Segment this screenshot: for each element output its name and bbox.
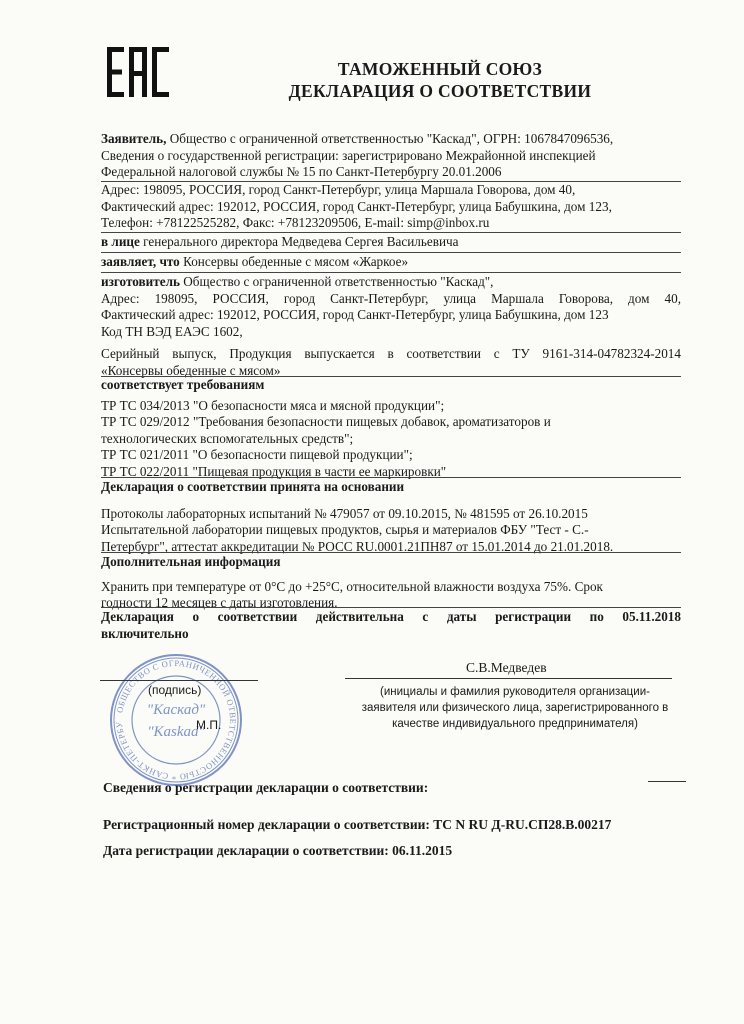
manufacturer-line1: Общество с ограниченной ответственностью "Каскад", [179, 274, 494, 289]
requirement-034: ТР ТС 034/2013 "О безопасности мяса и мясной продукции"; [101, 397, 445, 413]
stamp-center-ru: "Каскад" [146, 702, 206, 718]
person-text: генерального директора Медведева Сергея Васильевича [139, 234, 459, 249]
applicant-line2: Сведения о государственной регистрации: зарегистрировано Межрайонной инспекцией [101, 147, 596, 163]
declares-line [101, 254, 681, 271]
applicant-contacts: Телефон: +78122525282, Факс: +78123209506, E-mail: simp@inbox.ru [101, 215, 490, 231]
manufacturer-line5: Серийный выпуск, Продукция выпускается в соответствии с ТУ 9161-314-04782324-2014 [101, 346, 681, 362]
manufacturer-line3: Фактический адрес: 192012, РОССИЯ, город Санкт-Петербург, улица Бабушкина, дом 123 [101, 307, 609, 323]
registration-number: Регистрационный номер декларации о соответствии: ТС N RU Д-RU.СП28.В.00217 [103, 817, 612, 832]
applicant-block [101, 131, 681, 181]
name-line [345, 678, 672, 679]
registration-heading: Сведения о регистрации декларации о соответствии: [103, 780, 429, 795]
applicant-actual-address: Фактический адрес: 192012, РОССИЯ, город Санкт-Петербург, улица Бабушкина, дом 123, [101, 198, 612, 214]
caption-line1: (инициалы и фамилия руководителя организации- [380, 686, 650, 698]
caption-line3: качестве индивидуального предпринимателя) [392, 718, 638, 730]
signatory-caption [345, 684, 685, 732]
svg-text:ОБЩЕСТВО С ОГРАНИЧЕННОЙ ОТВЕТС: ОБЩЕСТВО С ОГРАНИЧЕННОЙ ОТВЕТСТВЕННОСТЬЮ * САНКТ-ПЕТЕРБУ [113, 657, 239, 783]
additional-line2: годности 12 месяцев с даты изготовления. [101, 595, 338, 611]
additional-label: Дополнительная информация [101, 554, 281, 569]
divider [101, 552, 681, 553]
applicant-address: Адрес: 198095, РОССИЯ, город Санкт-Петербург, улица Маршала Говорова, дом 40, [101, 182, 576, 197]
title-union: ТАМОЖЕННЫЙ СОЮЗ [337, 59, 543, 79]
validity-line2: включительно [101, 625, 189, 641]
applicant-line3: Федеральной налоговой службы № 15 по Санкт-Петербургу 20.01.2006 [101, 164, 502, 180]
basis-line1: Протоколы лабораторных испытаний № 479057 от 09.10.2015, № 481595 от 26.10.2015 [101, 505, 588, 521]
basis-block [101, 479, 681, 555]
divider [101, 272, 681, 273]
validity-block [101, 609, 681, 642]
eac-logo [107, 47, 169, 97]
manufacturer-line2: Адрес: 198095, РОССИЯ, город Санкт-Петербург, улица Маршала Говорова, дом 40, [101, 290, 681, 306]
title-declaration: ДЕКЛАРАЦИЯ О СООТВЕТСТВИИ [288, 81, 592, 101]
applicant-address-block [101, 182, 681, 232]
requirement-021: ТР ТС 021/2011 "О безопасности пищевой продукции"; [101, 447, 413, 463]
additional-line1: Хранить при температуре от 0°С до +25°С, относительной влажности воздуха 75%. Срок [101, 578, 603, 594]
requirement-022: ТР ТС 022/2011 "Пищевая продукция в части ее маркировки" [101, 463, 447, 479]
basis-line3: Петербург", аттестат аккредитации № РОСС RU.0001.21ПН87 от 15.01.2014 до 21.01.2018. [101, 538, 614, 554]
caption-line2: заявителя или физического лица, зарегистрированного в [361, 702, 669, 714]
applicant-label: Заявитель, [101, 131, 167, 146]
requirements-block [101, 377, 681, 481]
basis-label: Декларация о соответствии принята на основании [101, 479, 405, 494]
divider [101, 477, 681, 478]
additional-block [101, 554, 681, 612]
divider [101, 252, 681, 253]
person-line [101, 234, 681, 251]
applicant-line1: Общество с ограниченной ответственностью "Каскад", ОГРН: 1067847096536, [166, 131, 614, 146]
declares-text: Консервы обеденные с мясом «Жаркое» [179, 254, 409, 269]
signature-label: (подпись) [148, 683, 202, 697]
requirements-label: соответствует требованиям [101, 377, 265, 392]
validity-line1: Декларация о соответствии действительна с даты регистрации по 05.11.2018 [101, 609, 681, 624]
short-line [648, 781, 686, 782]
seal-label: М.П. [196, 718, 222, 732]
requirement-029: ТР ТС 029/2012 "Требования безопасности пищевых добавок, ароматизаторов и [101, 414, 551, 430]
signatory-name: С.В.Медведев [466, 660, 547, 675]
stamp-center-en: "Kaskad" [147, 724, 205, 740]
manufacturer-line4: Код ТН ВЭД ЕАЭС 1602, [101, 323, 243, 339]
manufacturer-label: изготовитель [101, 274, 180, 289]
manufacturer-line6: «Консервы обеденные с мясом» [101, 362, 281, 378]
company-stamp [108, 652, 244, 788]
requirement-029-cont: технологических вспомогательных средств"; [101, 430, 354, 446]
signature-line [100, 680, 258, 681]
basis-line2: Испытательной лаборатории пищевых продуктов, сырья и материалов ФБУ "Тест - С.- [101, 522, 589, 538]
registration-date: Дата регистрации декларации о соответствии: 06.11.2015 [103, 843, 453, 858]
divider [101, 607, 681, 608]
person-label: в лице [101, 234, 140, 249]
declares-label: заявляет, что [101, 254, 180, 269]
manufacturer-block [101, 274, 681, 380]
divider [101, 232, 681, 233]
